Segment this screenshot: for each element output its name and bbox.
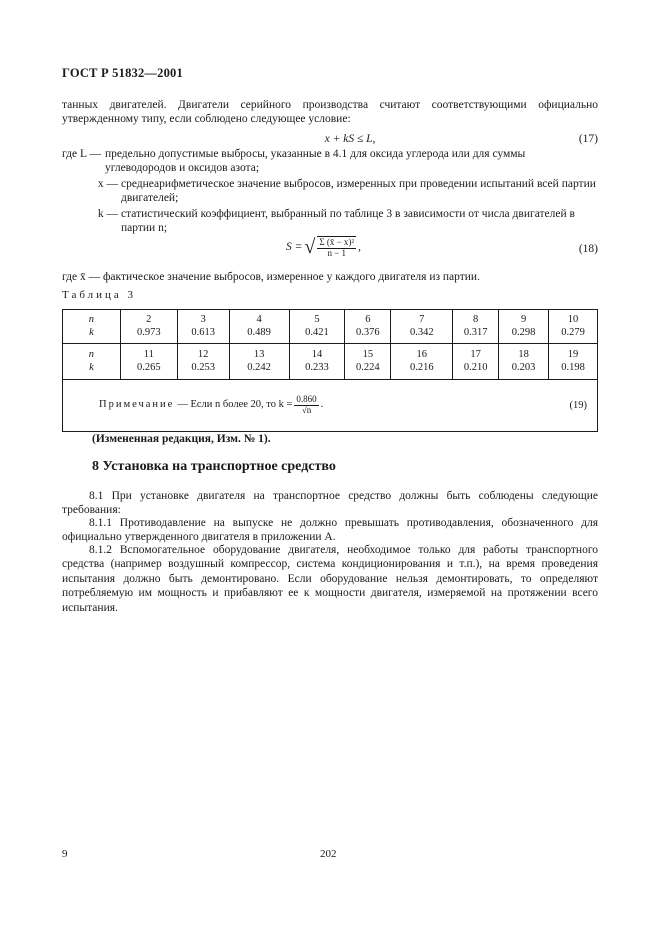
row-labels: n k	[63, 310, 121, 344]
table-cell: 13 0.242	[229, 344, 289, 380]
fraction-numerator: Σ (x̄ − x)²	[319, 237, 355, 247]
table-row	[63, 310, 598, 344]
equation-17-formula: x + kS ≤ L,	[324, 133, 376, 145]
definition-18: где x̄ — фактическое значение выбросов, измеренное у каждого двигателя из партии.	[62, 271, 480, 283]
table-row	[63, 344, 598, 380]
definition-text: предельно допустимые выбросы, указанные в 4.1 для оксида углерода или для суммы углеводородов и оксидов азота;	[104, 148, 526, 175]
definition-row	[62, 147, 598, 176]
amendment-note: (Измененная редакция, Изм. № 1).	[92, 433, 271, 445]
page-number-left: 9	[62, 848, 68, 860]
section-title: 8 Установка на транспортное средство	[92, 459, 336, 474]
table-note-row	[63, 380, 598, 432]
definition-text: статистический коэффициент, выбранный по таблице 3 в зависимости от числа двигателей в партии n;	[121, 207, 575, 234]
table-cell: 4 0.489	[229, 310, 289, 344]
definition-symbol: x —	[97, 177, 118, 190]
definition-text: среднеарифметическое значение выбросов, измеренных при проведении испытаний всей партии двигателей;	[121, 177, 596, 205]
table-cell: 15 0.224	[345, 344, 391, 380]
table-cell: 19 0.198	[549, 344, 598, 380]
definition-symbol: где L —	[62, 148, 101, 160]
table-cell: 16 0.216	[391, 344, 453, 380]
table-cell: 17 0.210	[453, 344, 499, 380]
paragraph-8-1-1: 8.1.1 Противодавление на выпуске не должно превышать противодавления, обозначенного для официально утвержденного двигателя в приложении А.	[62, 517, 598, 544]
definition-symbol: k —	[97, 207, 118, 220]
fraction-denominator: n − 1	[327, 247, 347, 258]
table-cell: 12 0.253	[177, 344, 229, 380]
note-label: Примечание	[99, 399, 175, 411]
coefficient-table	[62, 309, 598, 432]
table-cell: 3 0.613	[177, 310, 229, 344]
intro-paragraph: танных двигателей. Двигатели серийного производства считают соответствующими официально утвержденному типу, если соблюдено следующее условие:	[62, 99, 598, 126]
table-cell: 2 0.973	[120, 310, 177, 344]
equation-17	[62, 132, 598, 146]
table-caption: Таблица 3	[62, 289, 137, 301]
table-note	[63, 380, 598, 432]
table-cell: 10 0.279	[549, 310, 598, 344]
note-fraction	[294, 395, 318, 416]
table-cell: 5 0.421	[289, 310, 345, 344]
equation-18	[62, 232, 598, 266]
equation-18-tail: ,	[358, 241, 362, 254]
page-number-center: 202	[320, 848, 337, 860]
definition-row	[62, 207, 598, 236]
note-fraction-denominator: √n	[301, 405, 312, 415]
equation-18-number: (18)	[578, 243, 598, 255]
equation-19-number: (19)	[569, 399, 587, 411]
note-text: — Если n более 20, то k =	[177, 399, 293, 411]
table-cell: 6 0.376	[345, 310, 391, 344]
note-tail: .	[320, 399, 324, 411]
definition-row	[62, 177, 598, 206]
table-cell: 11 0.265	[120, 344, 177, 380]
table-cell: 14 0.233	[289, 344, 345, 380]
note-fraction-numerator: 0.860	[296, 394, 317, 405]
table-cell: 8 0.317	[453, 310, 499, 344]
equation-18-lhs: S =	[286, 241, 303, 254]
table-cell: 18 0.203	[499, 344, 549, 380]
definitions-17	[62, 147, 598, 235]
row-labels: n k	[63, 344, 121, 380]
table-cell: 9 0.298	[499, 310, 549, 344]
paragraph-8-1-2: 8.1.2 Вспомогательное оборудование двигателя, необходимое только для работы транспортного средства (например воздушный компрессор, система кондиционирования и т.п.), на время проведения испытания должно быть демонтировано. Если оборудование нельзя демонтировать, то определяют потребляемую им мощность и прибавляют ее к мощности двигателя, измеряемой на протяжении всего испытания.	[62, 544, 598, 614]
table-cell: 7 0.342	[391, 310, 453, 344]
paragraph-8-1: 8.1 При установке двигателя на транспортное средство должны быть соблюдены следующие требования:	[62, 490, 598, 517]
equation-17-number: (17)	[578, 133, 598, 145]
document-header: ГОСТ Р 51832—2001	[62, 66, 183, 80]
equation-18-fraction	[317, 236, 356, 259]
sqrt-symbol: √	[304, 236, 316, 259]
